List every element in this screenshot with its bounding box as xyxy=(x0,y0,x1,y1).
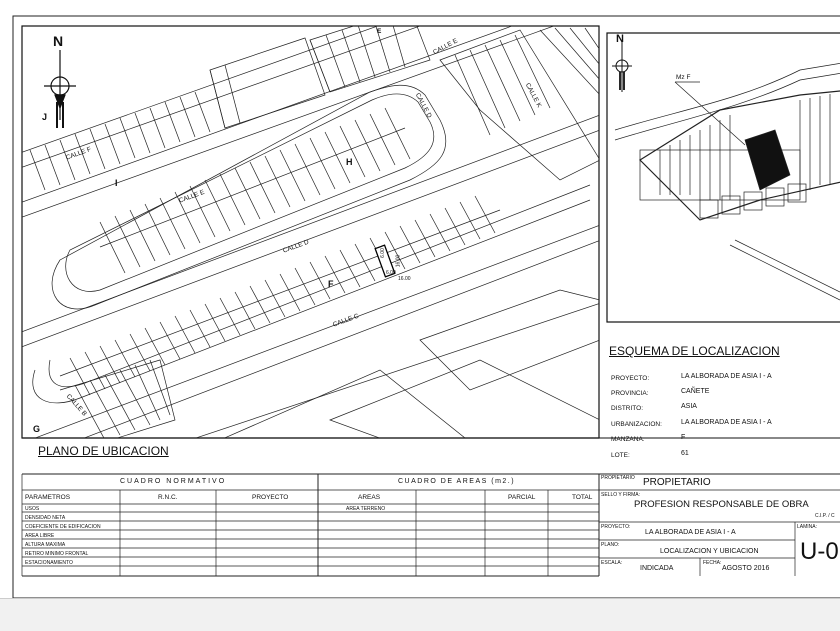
tb-fecha-value: AGOSTO 2016 xyxy=(722,565,770,572)
inset-north-letter: N xyxy=(616,33,624,45)
tb-plano-value: LOCALIZACION Y UBICACION xyxy=(660,548,759,555)
col-header-areas: AREAS xyxy=(358,494,381,501)
cuadro-areas-title: CUADRO DE AREAS (m2.) xyxy=(398,478,516,485)
field-value: ASIA xyxy=(681,403,697,410)
block-label-h: H xyxy=(346,157,353,167)
col-header-total: TOTAL xyxy=(572,494,593,501)
param-row: AREA LIBRE xyxy=(25,533,55,539)
street-label-calle-e-top: CALLE E xyxy=(432,37,459,57)
block-label-f: F xyxy=(328,279,334,289)
param-row: RETIRO MINIMO FRONTAL xyxy=(25,551,89,557)
street-label-calle-f: CALLE F xyxy=(65,145,93,162)
street-label-calle-k: CALLE K xyxy=(523,82,543,109)
tb-lamina-label: LAMINA: xyxy=(797,524,818,530)
tb-sello-label: SELLO Y FIRMA: xyxy=(601,492,640,498)
field-value: LA ALBORADA DE ASIA I - A xyxy=(681,419,772,426)
tb-propietario-label: PROPIETARIO xyxy=(601,475,635,481)
lot-row-2 xyxy=(210,15,405,128)
lot-row-5 xyxy=(75,360,170,440)
block-label-g: G xyxy=(33,424,41,434)
param-row: COEFICIENTE DE EDIFICACION xyxy=(25,524,101,530)
param-row: ALTURA MAXIMA xyxy=(25,542,66,548)
plano-title: PLANO DE UBICACION xyxy=(38,444,169,458)
street-label-calle-b: CALLE B xyxy=(64,393,88,418)
tb-fecha-label: FECHA: xyxy=(703,560,722,566)
lot-row-4 xyxy=(70,196,495,395)
col-header-proyecto: PROYECTO xyxy=(252,494,289,501)
lot-dimension: 16.00 xyxy=(395,254,402,268)
field-value: 61 xyxy=(681,450,689,457)
col-header-parcial: PARCIAL xyxy=(508,494,536,501)
field-value: F xyxy=(681,434,686,441)
field-key: PROVINCIA: xyxy=(611,390,649,397)
param-row: DENSIDAD NETA xyxy=(25,515,66,521)
field-key: PROYECTO: xyxy=(611,375,650,382)
field-key: LOTE: xyxy=(611,452,630,459)
col-header-rnc: R.N.C. xyxy=(158,494,178,501)
inset-frame xyxy=(607,33,840,322)
tb-cip: C.I.P. / C xyxy=(815,513,835,519)
street-label-calle-d-mid: CALLE D xyxy=(282,238,310,255)
block-label-i: I xyxy=(115,178,118,188)
street-label-calle-c: CALLE C xyxy=(332,312,360,329)
street-label-calle-d-right: CALLE D xyxy=(413,92,433,120)
field-value: LA ALBORADA DE ASIA I - A xyxy=(681,373,772,380)
block-label-e: E xyxy=(377,28,382,35)
inset-north-arrow xyxy=(612,40,632,92)
tb-escala-label: ESCALA: xyxy=(601,560,623,566)
localizacion-title: ESQUEMA DE LOCALIZACION xyxy=(609,344,780,358)
block-label-j: J xyxy=(42,112,48,122)
tb-sheet-code: U-0 xyxy=(800,538,839,565)
inset-manzana-label: Mz F xyxy=(676,74,691,81)
field-key: MANZANA: xyxy=(611,436,645,443)
north-arrow xyxy=(44,50,76,128)
north-letter: N xyxy=(53,33,64,49)
tb-escala-value: INDICADA xyxy=(640,565,674,572)
col-header-parametros: PARAMETROS xyxy=(25,494,71,501)
param-row: ESTACIONAMIENTO xyxy=(25,560,73,566)
lot-row-3 xyxy=(100,108,410,273)
tb-proyecto-value: LA ALBORADA DE ASIA I - A xyxy=(645,529,736,536)
field-key: URBANIZACION: xyxy=(611,421,662,428)
lot-dimension: 6.00 xyxy=(386,270,396,276)
param-row: USOS xyxy=(25,506,40,512)
lot-row-k xyxy=(455,28,600,135)
tb-plano-label: PLANO: xyxy=(601,542,620,548)
lot-dimension: 16.00 xyxy=(398,276,411,282)
cuadro-normativo-title: CUADRO NORMATIVO xyxy=(120,478,227,485)
tb-profesion: PROFESION RESPONSABLE DE OBRA xyxy=(634,499,809,510)
lot-dimension: 6.00 xyxy=(379,248,386,258)
inset-map xyxy=(615,60,840,300)
tb-proyecto-label: PROYECTO: xyxy=(601,524,631,530)
field-key: DISTRITO: xyxy=(611,405,644,412)
field-value: CAÑETE xyxy=(681,388,710,395)
viewer-bottom-band xyxy=(0,598,840,631)
manzana-f-fill xyxy=(745,130,790,190)
tb-propietario-value: PROPIETARIO xyxy=(643,477,711,488)
street-label-calle-e-mid: CALLE E xyxy=(178,188,206,205)
area-row: AREA TERRENO xyxy=(346,506,386,512)
